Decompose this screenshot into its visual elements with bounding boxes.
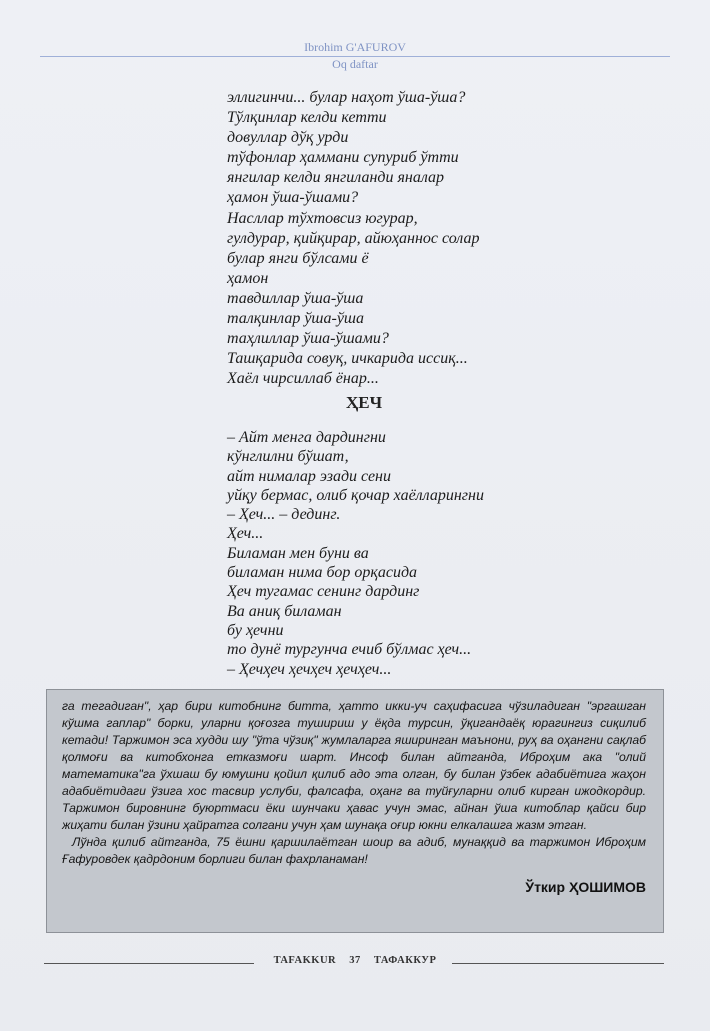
poem-line: довуллар дўқ урди — [227, 129, 349, 147]
poem-line: таҳлиллар ўша-ўшами? — [227, 330, 389, 348]
page-footer — [0, 955, 710, 975]
poem-line: – Ҳеч... – дединг. — [227, 506, 341, 524]
poem-line: талқинлар ўша-ўша — [227, 310, 365, 328]
footer-rule-left — [44, 963, 254, 964]
poem-line: Биламан мен буни ва — [227, 544, 369, 562]
poem-line: булар янги бўлсами ё — [227, 249, 369, 267]
poem-line: Ҳеч тугамас сенинг дардинг — [227, 583, 420, 601]
poem-line: тўфонлар ҳаммани супуриб ўтти — [227, 149, 459, 167]
poem-line: уйқу бермас, олиб қочар хаёлларингни — [227, 486, 484, 504]
poem-line: эллигинчи... булар наҳот ўша-ўша? — [227, 89, 466, 106]
review-paragraph: га тегадиган", ҳар бири китобнинг битта, ҳатто икки-уч саҳифасига чўзиладиган "эргашган кўшма гаплар" борки, уларни қоғозга тушириш у ёқда турсин, ўқигандаёқ юрагингиз сиқилиб кетади! Таржимон эса худди шу "ўта чўзиқ" жумлаларга яширинган маънони, руҳ ва оҳангни сақлаб қолмоғи ва китобхонга етказмоғи шарт. Инсоф билан айтганда, Иброҳим ака "олий математика"га ўхшаш бу юмушни қойил қилиб адо эта олган, бу билан ўзбек адабиётига жаҳон адабиётидаги ўзига хос тасвир услуби, фалсафа, оҳанг ва туйғуларни олиб кирган ижодкордир. Таржимон бировнинг буюртмаси ёки шунчаки ҳавас учун эмас, айнан ўша китоблар қайси бир жиҳати билан ўзини ҳайратга солгани учун ҳам шунақа оғир юкни елкалашга жазм этган. — [62, 699, 646, 832]
poem-line: бу ҳечни — [227, 621, 284, 639]
poem-line: кўнглилни бўшат, — [227, 448, 349, 466]
poem-line: ҳамон ўша-ўшами? — [227, 189, 359, 207]
poem-line: тавдиллар ўша-ўша — [227, 289, 364, 307]
review-text — [62, 698, 646, 868]
poem-line: ҳамон — [227, 269, 269, 287]
footer-text — [260, 955, 450, 966]
page-number: 37 — [349, 955, 361, 966]
poem-hech — [227, 428, 567, 679]
poem-line: Ташқарида совуқ, ичкарида иссиқ... — [227, 350, 468, 368]
review-paragraph: Лўнда қилиб айтганда, 75 ёшни қаршилаётган шоир ва адиб, мунаққид ва таржимон Иброҳим Ғафуровдек қадрдоним борлиги билан фахрланаман! — [62, 835, 646, 866]
poem-line: – Айт менга дардингни — [227, 429, 386, 446]
footer-right-word: ТАФАККУР — [373, 955, 437, 966]
poem-line: биламан нима бор орқасида — [227, 564, 418, 582]
footer-left-word: TAFAKKUR — [273, 955, 337, 966]
poem-line: Ва аниқ биламан — [227, 602, 342, 620]
poem-line: то дунё тургунча ечиб бўлмас ҳеч... — [227, 641, 472, 659]
running-header — [0, 40, 710, 72]
header-author: Ibrohim G'AFUROV — [304, 40, 406, 54]
poem-line: гулдурар, қийқирар, айюҳаннос солар — [227, 229, 480, 247]
poem-line: янгилар келди янгиланди яналар — [227, 169, 445, 187]
footer-rule-right — [452, 963, 664, 964]
poem-line: Тўлқинлар келди кетти — [227, 109, 387, 127]
poem-line: – Ҳечҳеч ҳечҳеч ҳечҳеч... — [227, 660, 392, 678]
poem-title: ҲЕЧ — [346, 393, 383, 412]
poem-continuation — [227, 88, 567, 389]
poem-line: Хаёл чирсиллаб ёнар... — [227, 370, 379, 388]
poem-line: Ҳеч... — [227, 525, 264, 543]
poem-line: айт нималар эзади сени — [227, 467, 391, 485]
review-signature: Ўткир ҲОШИМОВ — [525, 879, 646, 895]
header-subtitle: Oq daftar — [332, 57, 378, 71]
poem-line: Насллар тўхтовсиз югурар, — [227, 209, 418, 227]
header-rule — [40, 56, 670, 57]
